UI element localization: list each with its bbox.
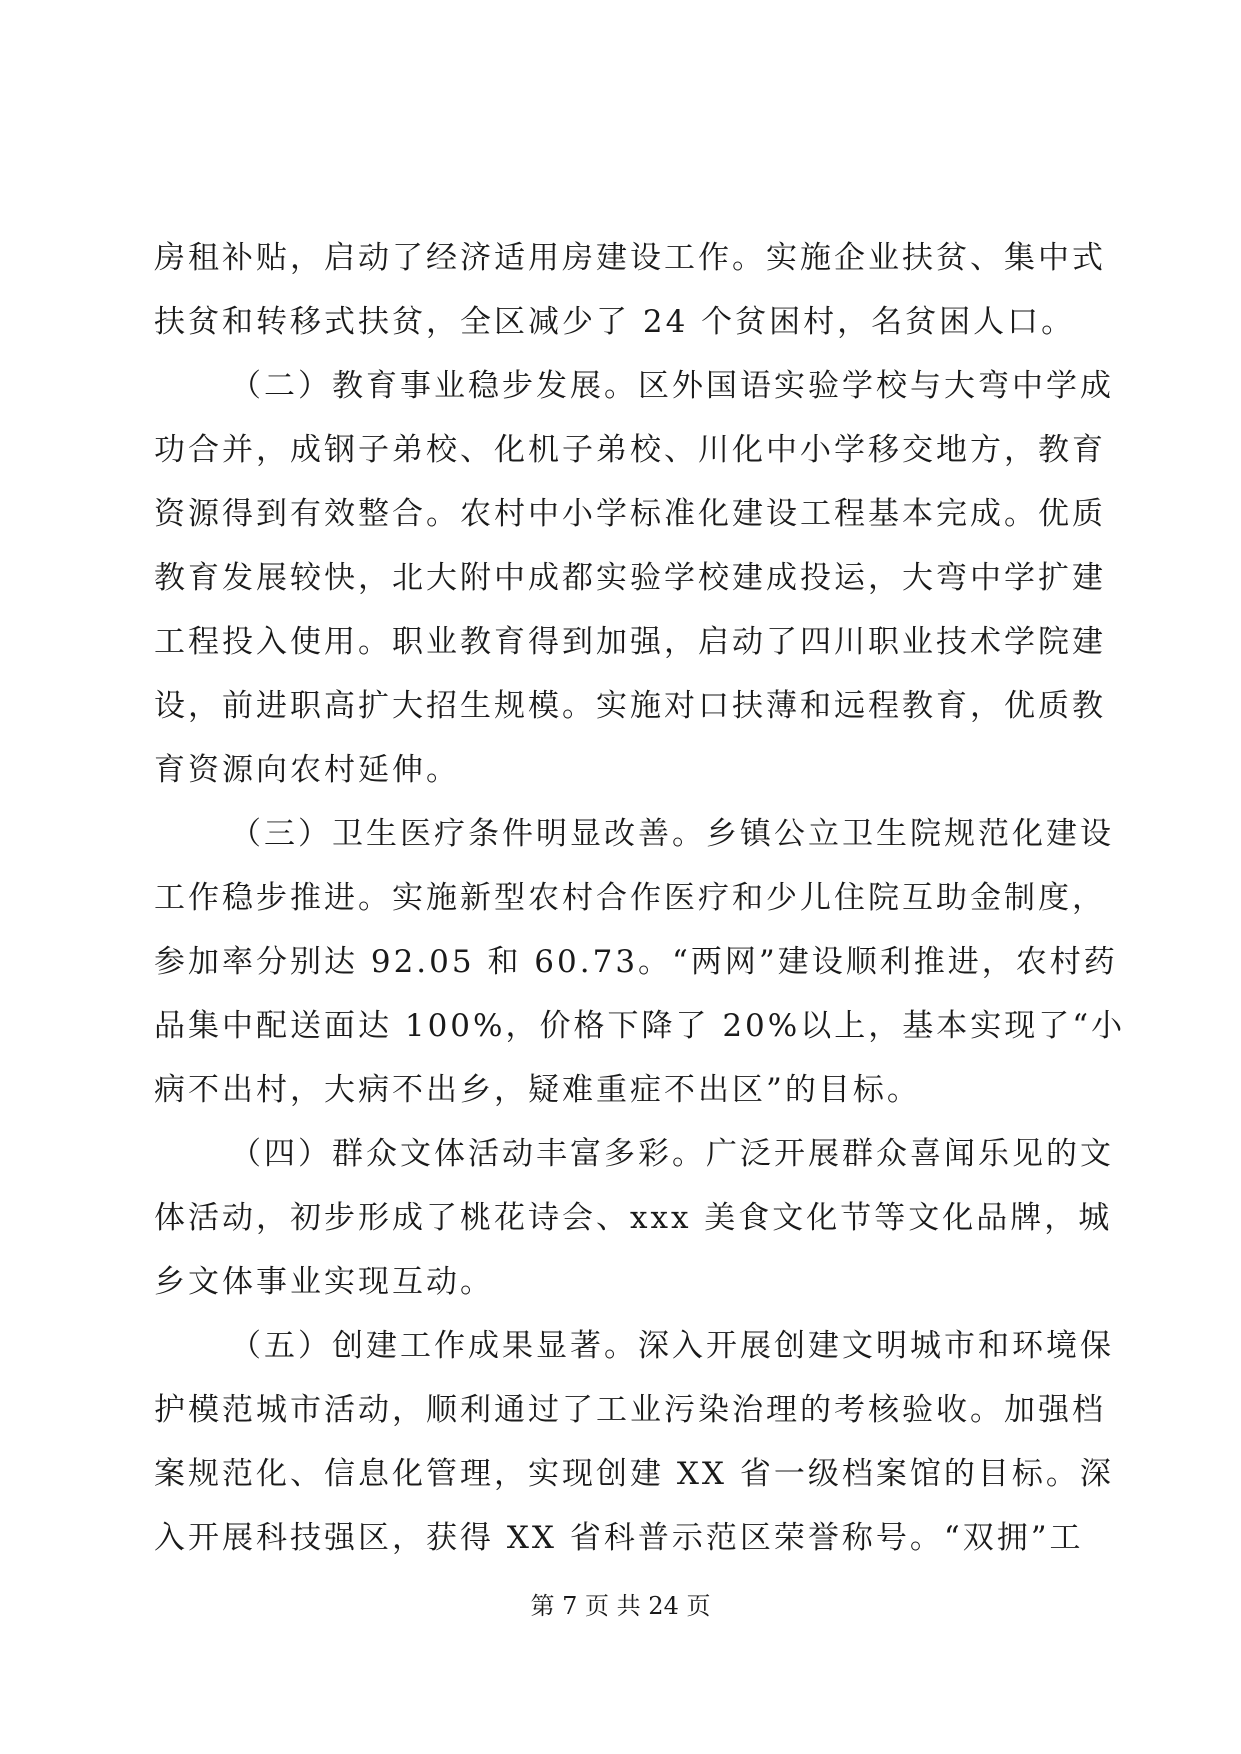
text-line: 工程投入使用。职业教育得到加强，启动了四川职业技术学院建	[154, 624, 1106, 660]
text-line: 乡文体事业实现互动。	[154, 1264, 494, 1300]
section-heading-line: （五）创建工作成果显著。深入开展创建文明城市和环境保	[230, 1328, 1114, 1364]
text-line: 设，前进职高扩大招生规模。实施对口扶薄和远程教育，优质教	[154, 688, 1106, 724]
text-line: 资源得到有效整合。农村中小学标准化建设工程基本完成。优质	[154, 496, 1106, 532]
text-line: 案规范化、信息化管理，实现创建 XX 省一级档案馆的目标。深	[154, 1456, 1114, 1492]
text-line: 育资源向农村延伸。	[154, 752, 460, 788]
text-line: 房租补贴，启动了经济适用房建设工作。实施企业扶贫、集中式	[154, 240, 1106, 276]
section-heading-line: （三）卫生医疗条件明显改善。乡镇公立卫生院规范化建设	[230, 816, 1114, 852]
text-line: 参加率分别达 92.05 和 60.73。“两网”建设顺利推进，农村药	[154, 944, 1118, 980]
text-line: 病不出村，大病不出乡，疑难重症不出区”的目标。	[154, 1072, 921, 1108]
body-text	[154, 226, 1126, 1570]
text-line: 入开展科技强区，获得 XX 省科普示范区荣誉称号。“双拥”工	[154, 1520, 1084, 1556]
text-line: 扶贫和转移式扶贫，全区减少了 24 个贫困村，名贫困人口。	[154, 304, 1076, 340]
page-footer: 第 7 页 共 24 页	[530, 1592, 711, 1620]
text-line: 体活动，初步形成了桃花诗会、xxx 美食文化节等文化品牌，城	[154, 1200, 1113, 1236]
text-line: 功合并，成钢子弟校、化机子弟校、川化中小学移交地方，教育	[154, 432, 1106, 468]
section-heading-line: （四）群众文体活动丰富多彩。广泛开展群众喜闻乐见的文	[230, 1136, 1114, 1172]
text-line: 教育发展较快，北大附中成都实验学校建成投运，大弯中学扩建	[154, 560, 1106, 596]
text-line: 品集中配送面达 100%，价格下降了 20%以上，基本实现了“小	[154, 1008, 1126, 1044]
text-line: 工作稳步推进。实施新型农村合作医疗和少儿住院互助金制度，	[154, 880, 1106, 916]
section-heading-line: （二）教育事业稳步发展。区外国语实验学校与大弯中学成	[230, 368, 1114, 404]
text-line: 护模范城市活动，顺利通过了工业污染治理的考核验收。加强档	[154, 1392, 1106, 1428]
